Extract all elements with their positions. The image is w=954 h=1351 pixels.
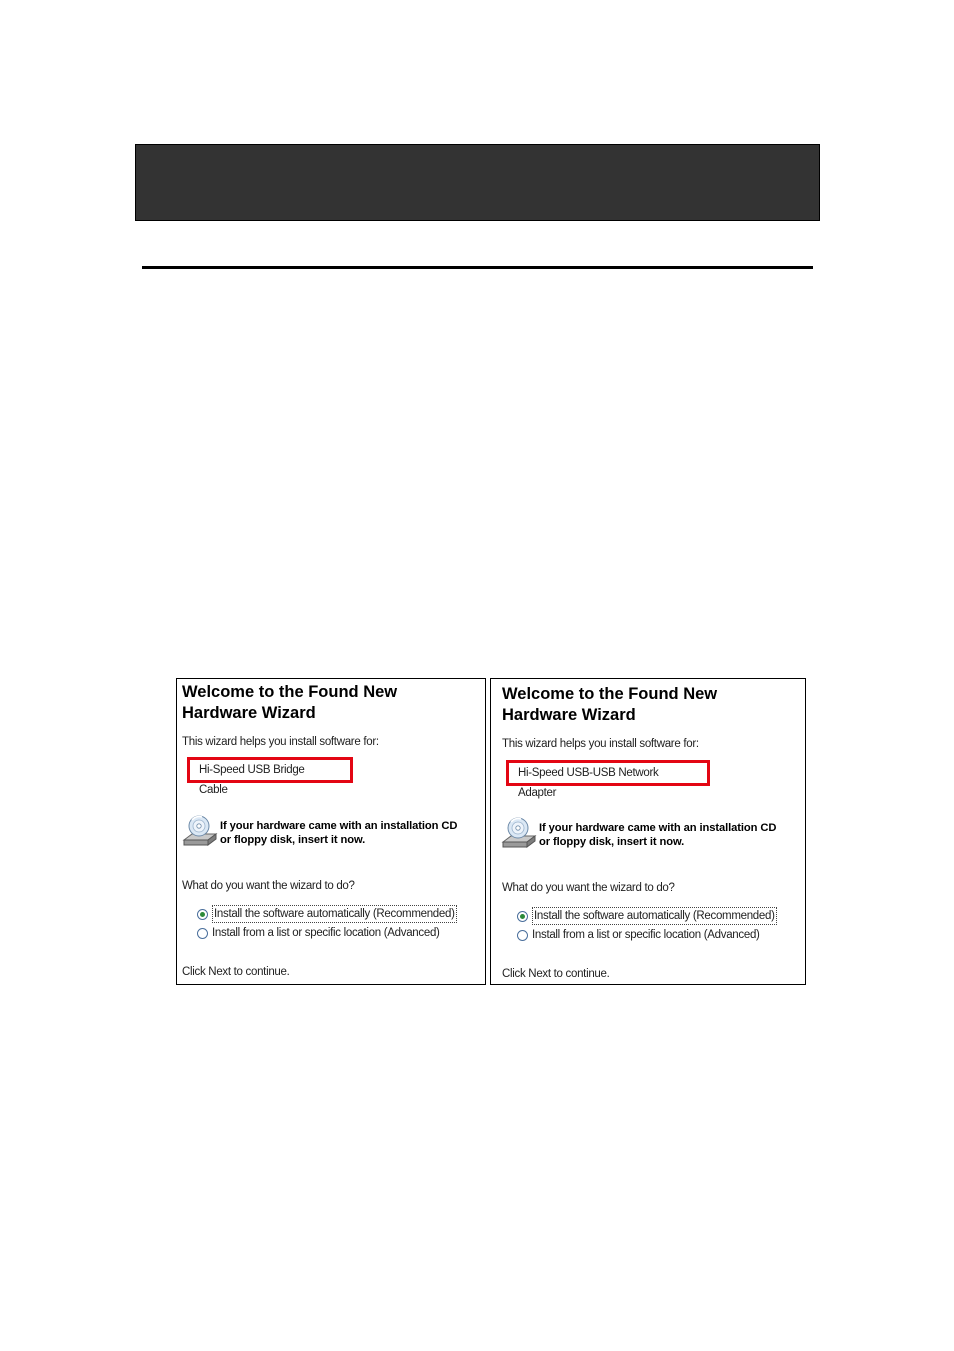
- wizard-intro: This wizard helps you install software for:: [182, 736, 379, 748]
- wizard-panel-right: [490, 678, 806, 985]
- wizard-title: Welcome to the Found New Hardware Wizard: [502, 685, 718, 724]
- cd-drive-icon: [182, 814, 218, 850]
- insert-cd-prompt: If your hardware came with an installation CD or floppy disk, insert it now.: [220, 820, 458, 846]
- option-install-from-list[interactable]: [197, 925, 440, 941]
- cd-drive-icon: [501, 816, 537, 852]
- radio-selected-icon[interactable]: [517, 911, 528, 922]
- option-label: Install from a list or specific location (Advanced): [212, 927, 440, 939]
- horizontal-rule: [142, 266, 813, 269]
- device-name-highlight: Hi-Speed USB Bridge Cable: [187, 757, 353, 783]
- radio-selected-icon[interactable]: [197, 909, 208, 920]
- radio-unselected-icon[interactable]: [517, 930, 528, 941]
- section-header-bar: [135, 144, 820, 221]
- device-name-highlight: Hi-Speed USB-USB Network Adapter: [506, 760, 710, 786]
- option-label: Install from a list or specific location (Advanced): [532, 929, 760, 941]
- insert-cd-prompt: If your hardware came with an installation CD or floppy disk, insert it now.: [539, 822, 777, 848]
- wizard-footer: Click Next to continue.: [502, 968, 610, 980]
- wizard-intro: This wizard helps you install software for:: [502, 738, 699, 750]
- option-install-automatically[interactable]: [517, 908, 777, 924]
- radio-unselected-icon[interactable]: [197, 928, 208, 939]
- option-install-automatically[interactable]: [197, 906, 457, 922]
- wizard-question: What do you want the wizard to do?: [182, 880, 355, 892]
- option-label: Install the software automatically (Recommended): [212, 905, 457, 923]
- option-label: Install the software automatically (Recommended): [532, 907, 777, 925]
- option-install-from-list[interactable]: [517, 927, 760, 943]
- wizard-title: Welcome to the Found New Hardware Wizard: [182, 683, 398, 722]
- wizard-question: What do you want the wizard to do?: [502, 882, 675, 894]
- wizard-panel-left: [176, 678, 486, 985]
- wizard-footer: Click Next to continue.: [182, 966, 290, 978]
